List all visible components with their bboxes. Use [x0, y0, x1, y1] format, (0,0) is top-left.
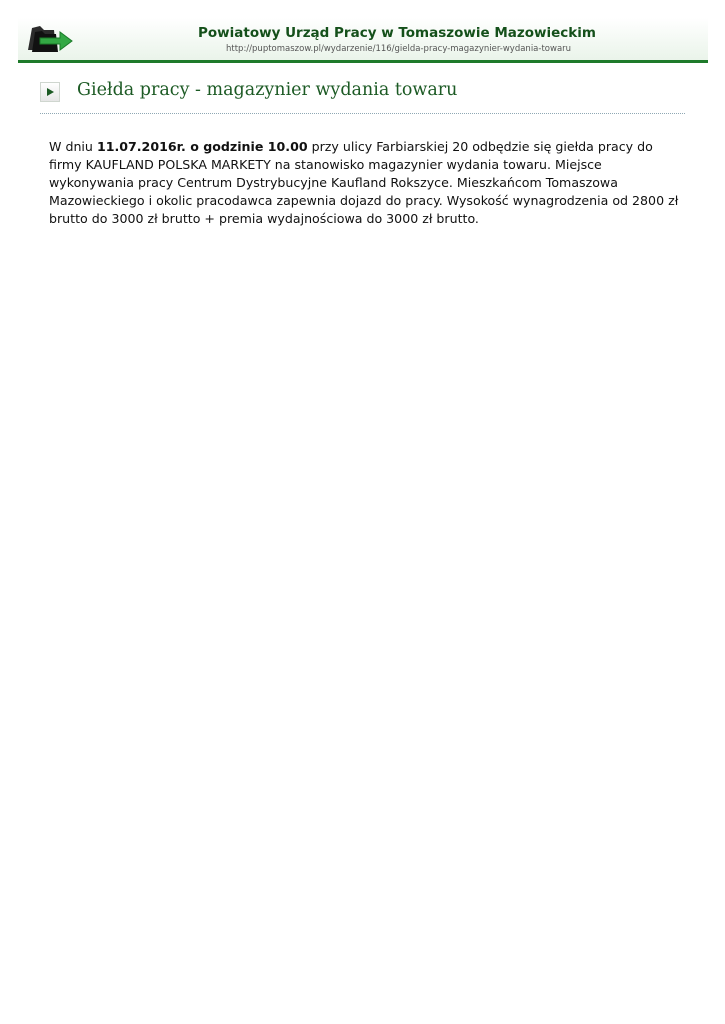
- site-title: Powiatowy Urząd Pracy w Tomaszowie Mazowieckim: [198, 25, 596, 41]
- body-text: przy ulicy Farbiarskiej 20 odbędzie się giełda pracy do firmy KAUFLAND POLSKA MARKETY na stanowisko magazynier wydania towaru. Miejsce wykonywania pracy Centrum Dystrybucyjne Kaufland Rokszyce. Mieszkańcom Tomaszowa Mazowieckiego i okolic pracodawca zapewnia dojazd do pracy. Wysokość wynagrodzenia od 2800 zł brutto do 3000 zł brutto + premia wydajnościowa do 3000 zł brutto.: [49, 139, 679, 226]
- event-date-time: 11.07.2016r. o godzinie 10.00: [96, 139, 308, 154]
- play-arrow-icon: [45, 87, 55, 97]
- divider: [40, 113, 685, 114]
- body-intro: W dniu: [49, 139, 93, 154]
- page-header: [18, 18, 708, 63]
- article-body: [49, 138, 689, 228]
- bullet-box: [40, 82, 60, 102]
- arrow-folder-logo-icon: [26, 24, 76, 56]
- article-title: Giełda pracy - magazynier wydania towaru: [77, 80, 458, 100]
- page-url: http://puptomaszow.pl/wydarzenie/116/gielda-pracy-magazynier-wydania-towaru: [226, 44, 572, 54]
- article-heading: [40, 80, 685, 106]
